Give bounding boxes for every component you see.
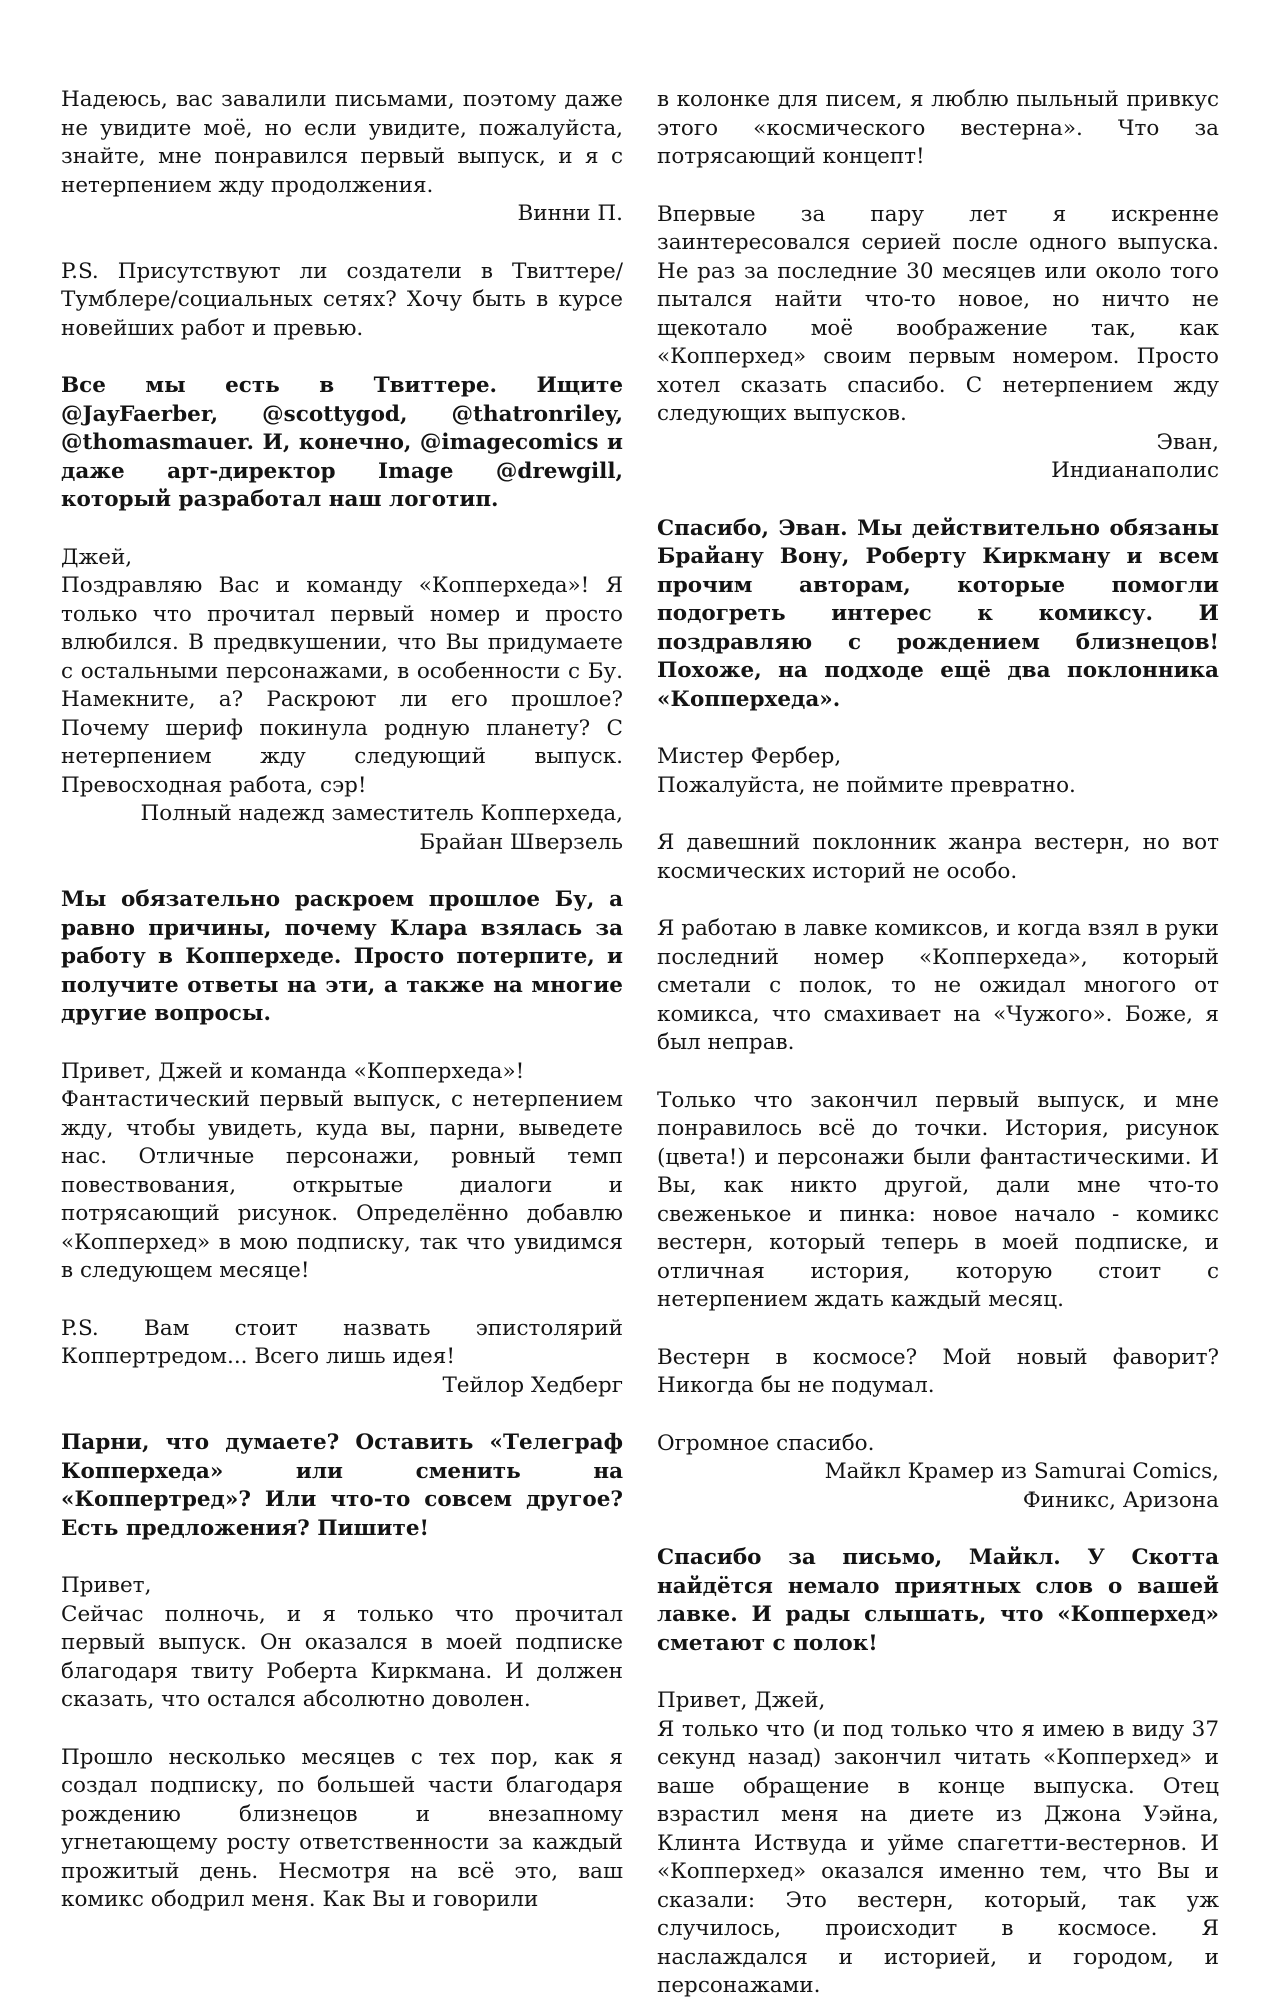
editor-reply: Мы обязательно раскроем прошлое Бу, а равно причины, почему Клара взялась за работу в Копперхеде. Просто потерпите, и получите ответы на эти, а также на многие другие вопросы. xyxy=(61,887,623,1026)
letter-paragraph: Я давешний поклонник жанра вестерн, но вот космических историй не особо. xyxy=(657,830,1219,884)
letter-signature: Финикс, Аризона xyxy=(1022,1487,1219,1513)
letter-paragraph: Поздравляю Вас и команду «Копперхеда»! Я только что прочитал первый номер и просто влюбился. В предвкушении, что Вы придумаете с остальными персонажами, в особенности с Бу. Намекните, а? Раскроют ли его прошлое? Почему шериф покинула родную планету? С нетерпением жду следующий выпуск. Превосходная работа, сэр! xyxy=(61,573,623,798)
right-column xyxy=(657,86,1219,1998)
letter-paragraph: P.S. Вам стоит назвать эпистолярий Коппертредом... Всего лишь идея! xyxy=(61,1315,623,1369)
letter-paragraph: Фантастический первый выпуск, с нетерпением жду, чтобы увидеть, куда вы, парни, выведете нас. Отличные персонажи, ровный темп повествования, открытые диалоги и потрясающий рисунок. Определённо добавлю «Копперхед» в мою подписку, так что увидимся в следующем месяце! xyxy=(61,1087,623,1283)
letter-signature: Индианаполис xyxy=(1051,458,1219,483)
letter-signature: Майкл Крамер из Samurai Comics, xyxy=(824,1459,1219,1484)
letter-paragraph: в колонке для писем, я люблю пыльный привкус этого «космического вестерна». Что за потрясающий концепт! xyxy=(657,87,1219,169)
letter-signature: Эван, xyxy=(1156,429,1219,455)
letter-paragraph: Привет, Джей, xyxy=(657,1688,826,1713)
letter-paragraph: Джей, xyxy=(61,544,133,570)
letter-signature: Винни П. xyxy=(517,201,623,226)
letter-paragraph: Прошло несколько месяцев с тех пор, как я создал подписку, по большей части благодаря рождению близнецов и внезапному угнетающему росту ответственности за каждый прожитый день. Несмотря на всё это, ваш комикс ободрил меня. Как Вы и говорили xyxy=(61,1744,623,1912)
letter-paragraph: Я работаю в лавке комиксов, и когда взял в руки последний номер «Копперхеда», который сметали с полок, то не ожидал многого от комикса, что смахивает на «Чужого». Боже, я был неправ. xyxy=(657,916,1219,1055)
editor-reply: Спасибо, Эван. Мы действительно обязаны Брайану Вону, Роберту Киркману и всем прочим авторам, которые помогли подогреть интерес к комиксу. И поздравляю с рождением близнецов! Похоже, на подходе ещё два поклонника «Копперхеда». xyxy=(657,515,1219,712)
letter-paragraph: Сейчас полночь, и я только что прочитал первый выпуск. Он оказался в моей подписке благодаря твиту Роберта Киркмана. И должен сказать, что остался абсолютно доволен. xyxy=(61,1601,623,1712)
letter-signature: Брайан Шверзель xyxy=(419,829,623,855)
letter-paragraph: Только что закончил первый выпуск, и мне понравилось всё до точки. История, рисунок (цвета!) и персонажи были фантастическими. И Вы, как никто другой, дали мне что-то свеженькое и пинка: новое начало - комикс вестерн, который теперь в моей подписке, и отличная история, которую стоит с нетерпением ждать каждый месяц. xyxy=(657,1087,1219,1312)
editor-reply: Спасибо за письмо, Майкл. У Скотта найдётся немало приятных слов о вашей лавке. И рады слышать, что «Копперхед» сметают с полок! xyxy=(657,1545,1219,1656)
letter-signature: Тейлор Хедберг xyxy=(442,1372,623,1398)
letter-paragraph: Впервые за пару лет я искренне заинтересовался серией после одного выпуска. Не раз за последние 30 месяцев или около того пытался найти что-то новое, но ничто не щекотало моё воображение так, как «Копперхед» своим первым номером. Просто хотел сказать спасибо. С нетерпением жду следующих выпусков. xyxy=(657,201,1219,426)
letters-page xyxy=(61,86,1219,1998)
letter-paragraph: Огромное спасибо. xyxy=(657,1430,875,1456)
editor-reply: Все мы есть в Твиттере. Ищите @JayFaerber, @scottygod, @thatronriley, @thomasmauer. И, конечно, @imagecomics и даже арт-директор Image @drewgill, который разработал наш логотип. xyxy=(61,373,623,512)
letter-paragraph: Привет, Джей и команда «Копперхеда»! xyxy=(61,1058,525,1084)
letter-paragraph: P.S. Присутствуют ли создатели в Твиттере/ Тумблере/социальных сетях? Хочу быть в курсе новейших работ и превью. xyxy=(61,258,623,341)
letter-paragraph: Надеюсь, вас завалили письмами, поэтому даже не увидите моё, но если увидите, пожалуйста, знайте, мне понравился первый выпуск, и я с нетерпением жду продолжения. xyxy=(61,87,623,198)
letter-signature: Полный надежд заместитель Копперхеда, xyxy=(140,801,623,826)
letter-paragraph: Пожалуйста, не поймите превратно. xyxy=(657,772,1076,798)
left-column xyxy=(61,86,623,1948)
editor-reply: Парни, что думаете? Оставить «Телеграф Копперхеда» или сменить на «Коппертред»? Или что-то совсем другое? Есть предложения? Пишите! xyxy=(61,1430,623,1541)
letter-paragraph: Вестерн в космосе? Мой новый фаворит? Никогда бы не подумал. xyxy=(657,1344,1219,1398)
letter-paragraph: Привет, xyxy=(61,1573,152,1598)
letter-paragraph: Я только что (и под только что я имею в виду 37 секунд назад) закончил читать «Копперхед» и ваше обращение в конце выпуска. Отец взрастил меня на диете из Джона Уэйна, Клинта Иствуда и уйме спагетти-вестернов. И «Копперхед» оказался именно тем, что Вы и сказали: Это вестерн, который, так уж случилось, происходит в космосе. Я наслаждался и историей, и городом, и персонажами. xyxy=(657,1716,1219,1998)
letter-paragraph: Мистер Фербер, xyxy=(657,744,842,769)
